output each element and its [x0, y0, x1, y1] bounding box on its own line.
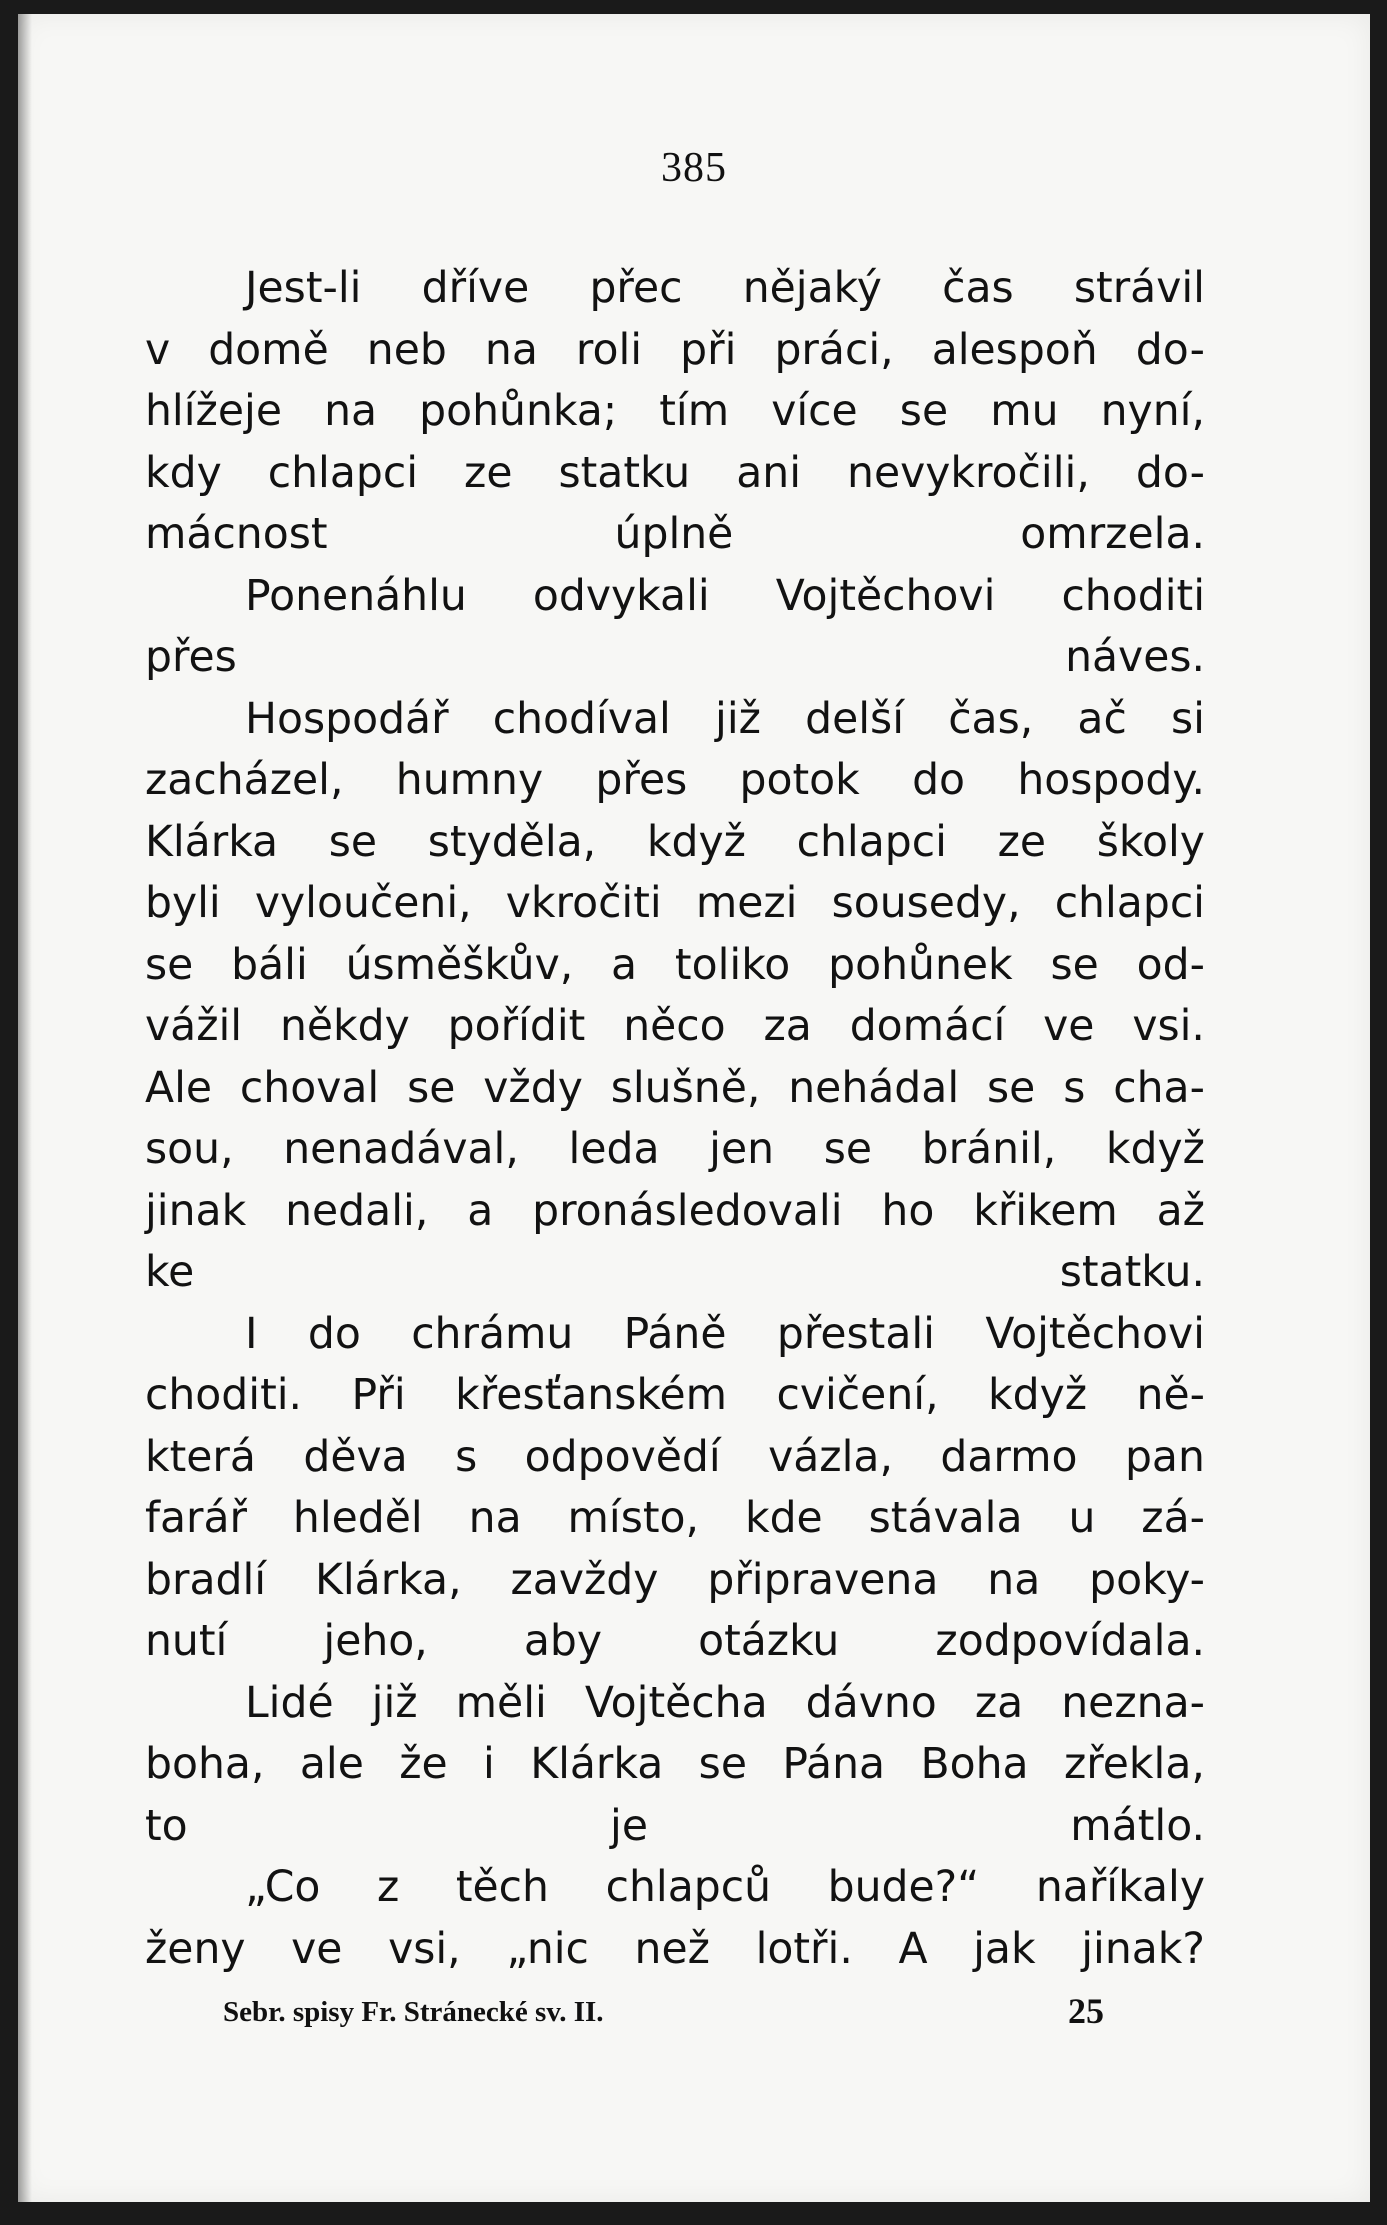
sheet-signature: 25	[1068, 1991, 1104, 2031]
text-line: sou, nenadával, leda jen se bránil, když	[145, 1125, 1205, 1174]
text-line: Ale choval se vždy slušně, nehádal se s cha-	[145, 1063, 1205, 1113]
text-line: zacházel, humny přes potok do hospody.	[145, 756, 1205, 805]
text-line: mácnost úplně omrzela.	[145, 510, 1205, 559]
text-line: „Co z těch chlapců bude?“ naříkaly	[245, 1863, 1205, 1912]
text-line: nutí jeho, aby otázku zodpovídala.	[145, 1617, 1205, 1666]
text-line: hlížeje na pohůnka; tím více se mu nyní,	[145, 387, 1205, 436]
spine-shadow	[18, 14, 32, 2202]
signature-footer: Sebr. spisy Fr. Stránecké sv. II.	[223, 1996, 604, 2028]
text-line: kdy chlapci ze statku ani nevykročili, do-	[145, 448, 1205, 498]
text-line: bradlí Klárka, zavždy připravena na poky-	[145, 1555, 1205, 1605]
text-line: Jest-li dříve přec nějaký čas strávil	[245, 264, 1205, 313]
text-line: Lidé již měli Vojtěcha dávno za nezna-	[245, 1678, 1205, 1728]
body-text	[145, 258, 1205, 1980]
text-line: Hospodář chodíval již delší čas, ač si	[245, 694, 1205, 744]
book-page	[18, 14, 1370, 2202]
text-line: Klárka se styděla, když chlapci ze školy	[145, 817, 1205, 867]
text-line: která děva s odpovědí vázla, darmo pan	[145, 1432, 1205, 1482]
text-line: ženy ve vsi, „nic než lotři. A jak jinak?	[145, 1924, 1205, 1974]
text-line: přes náves.	[145, 633, 1205, 682]
text-line: I do chrámu Páně přestali Vojtěchovi	[245, 1309, 1205, 1359]
text-line: vážil někdy pořídit něco za domácí ve vsi.	[145, 1002, 1205, 1051]
text-line: choditi. Při křesťanském cvičení, když ně-	[145, 1371, 1205, 1420]
text-line: v domě neb na roli při práci, alespoň do-	[145, 325, 1205, 375]
text-line: to je mátlo.	[145, 1801, 1205, 1851]
text-line: jinak nedali, a pronásledovali ho křikem až	[145, 1186, 1205, 1236]
text-line: byli vyloučeni, vkročiti mezi sousedy, chlapci	[145, 879, 1205, 928]
page-number: 385	[661, 145, 727, 191]
text-line: boha, ale že i Klárka se Pána Boha zřekla,	[145, 1740, 1205, 1789]
text-line: farář hleděl na místo, kde stávala u zá-	[145, 1494, 1205, 1543]
text-line: Ponenáhlu odvykali Vojtěchovi choditi	[245, 571, 1205, 621]
text-line: se báli úsměškův, a toliko pohůnek se od-	[145, 940, 1205, 990]
text-line: ke statku.	[145, 1248, 1205, 1297]
